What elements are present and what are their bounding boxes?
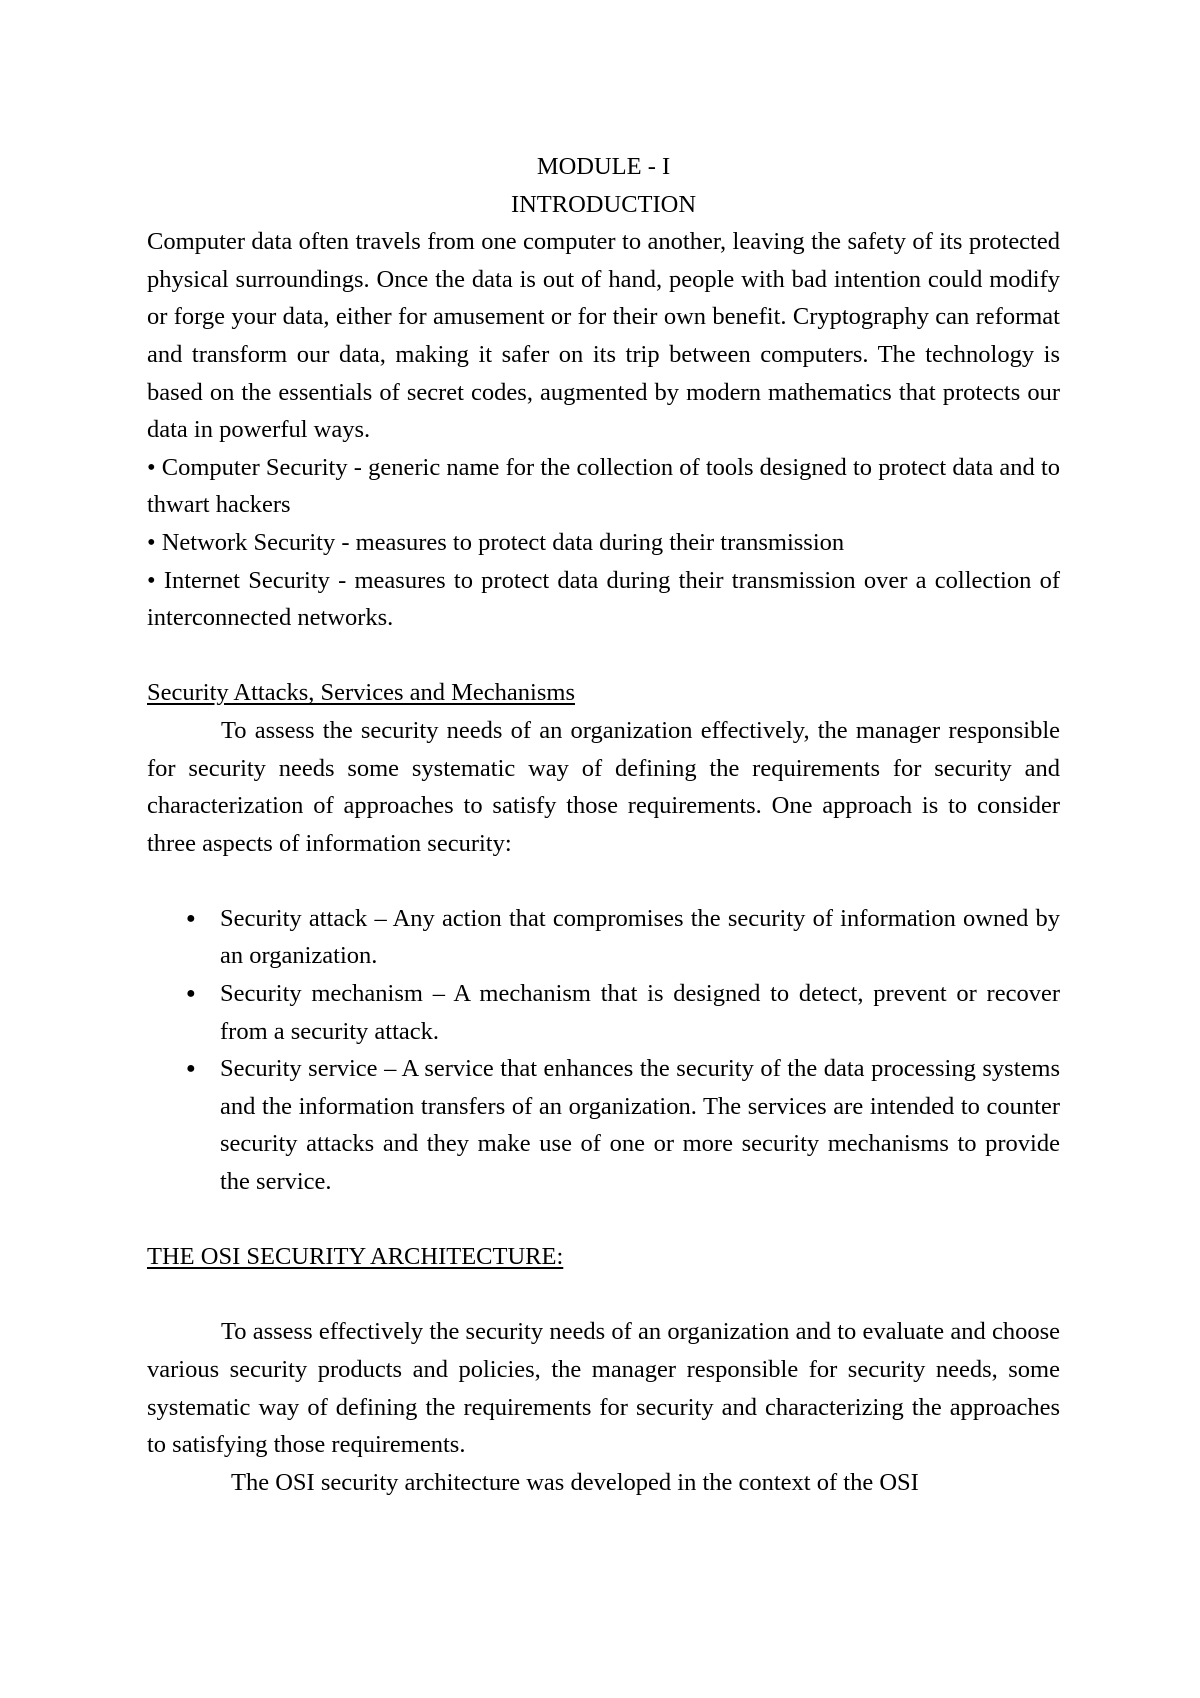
list-item: [147, 900, 1060, 975]
list-item: [147, 562, 1060, 637]
module-title: MODULE - I: [536, 153, 671, 180]
attacks-heading: Security Attacks, Services and Mechanisms: [147, 679, 575, 707]
security-types-list: [147, 449, 1060, 637]
spacer: [147, 637, 1060, 675]
bullet-icon: ●: [186, 1060, 196, 1078]
spacer: [147, 1276, 1060, 1314]
bullet-icon: •: [147, 566, 156, 594]
bullet-icon: ●: [186, 909, 196, 927]
osi-heading: THE OSI SECURITY ARCHITECTURE:: [147, 1243, 564, 1271]
list-item: [147, 1050, 1060, 1200]
osi-paragraph-2: The OSI security architecture was developed in the context of the OSI: [231, 1468, 919, 1496]
list-item: [147, 524, 1060, 562]
bullet-icon: ●: [186, 985, 196, 1003]
list-item-text: Security service – A service that enhances the security of the data processing systems and the information transfers of an organization. The services are intended to counter security attacks and they make use of one or more security mechanisms to provide the service.: [220, 1055, 1060, 1196]
intro-paragraph: Computer data often travels from one computer to another, leaving the safety of its protected physical surroundings. Once the data is out of hand, people with bad intention could modify or forge your data, either for amusement or for their own benefit. Cryptography can reformat and transform our data, making it safer on its trip between computers. The technology is based on the essentials of secret codes, augmented by modern mathematics that protects our data in powerful ways.: [147, 228, 1060, 444]
list-item-text: Computer Security - generic name for the collection of tools designed to protect data and to thwart hackers: [147, 453, 1061, 519]
section-title: INTRODUCTION: [510, 190, 697, 218]
spacer: [147, 862, 1060, 900]
osi-paragraph-1: To assess effectively the security needs of an organization and to evaluate and choose various security products and policies, the manager responsible for security needs, some systematic way of defining the requirements for security and characterizing the approaches to satisfying those requirements.: [147, 1318, 1060, 1459]
list-item-text: Security attack – Any action that compromises the security of information owned by an organization.: [220, 904, 1060, 970]
document-page: [147, 148, 1060, 1501]
list-item: [147, 975, 1060, 1050]
attacks-paragraph: To assess the security needs of an organization effectively, the manager responsible for security needs some systematic way of defining the requirements for security and characterization of approaches to satisfy those requirements. One approach is to consider three aspects of information security:: [147, 716, 1060, 857]
bullet-icon: •: [147, 528, 156, 556]
spacer: [147, 1201, 1060, 1239]
bullet-icon: •: [147, 453, 156, 481]
list-item-text: Internet Security - measures to protect data during their transmission over a collection of interconnected networks.: [147, 566, 1060, 632]
list-item: [147, 449, 1060, 524]
list-item-text: Network Security - measures to protect data during their transmission: [161, 528, 845, 556]
aspects-list: [147, 900, 1060, 1201]
list-item-text: Security mechanism – A mechanism that is designed to detect, prevent or recover from a security attack.: [220, 980, 1060, 1045]
